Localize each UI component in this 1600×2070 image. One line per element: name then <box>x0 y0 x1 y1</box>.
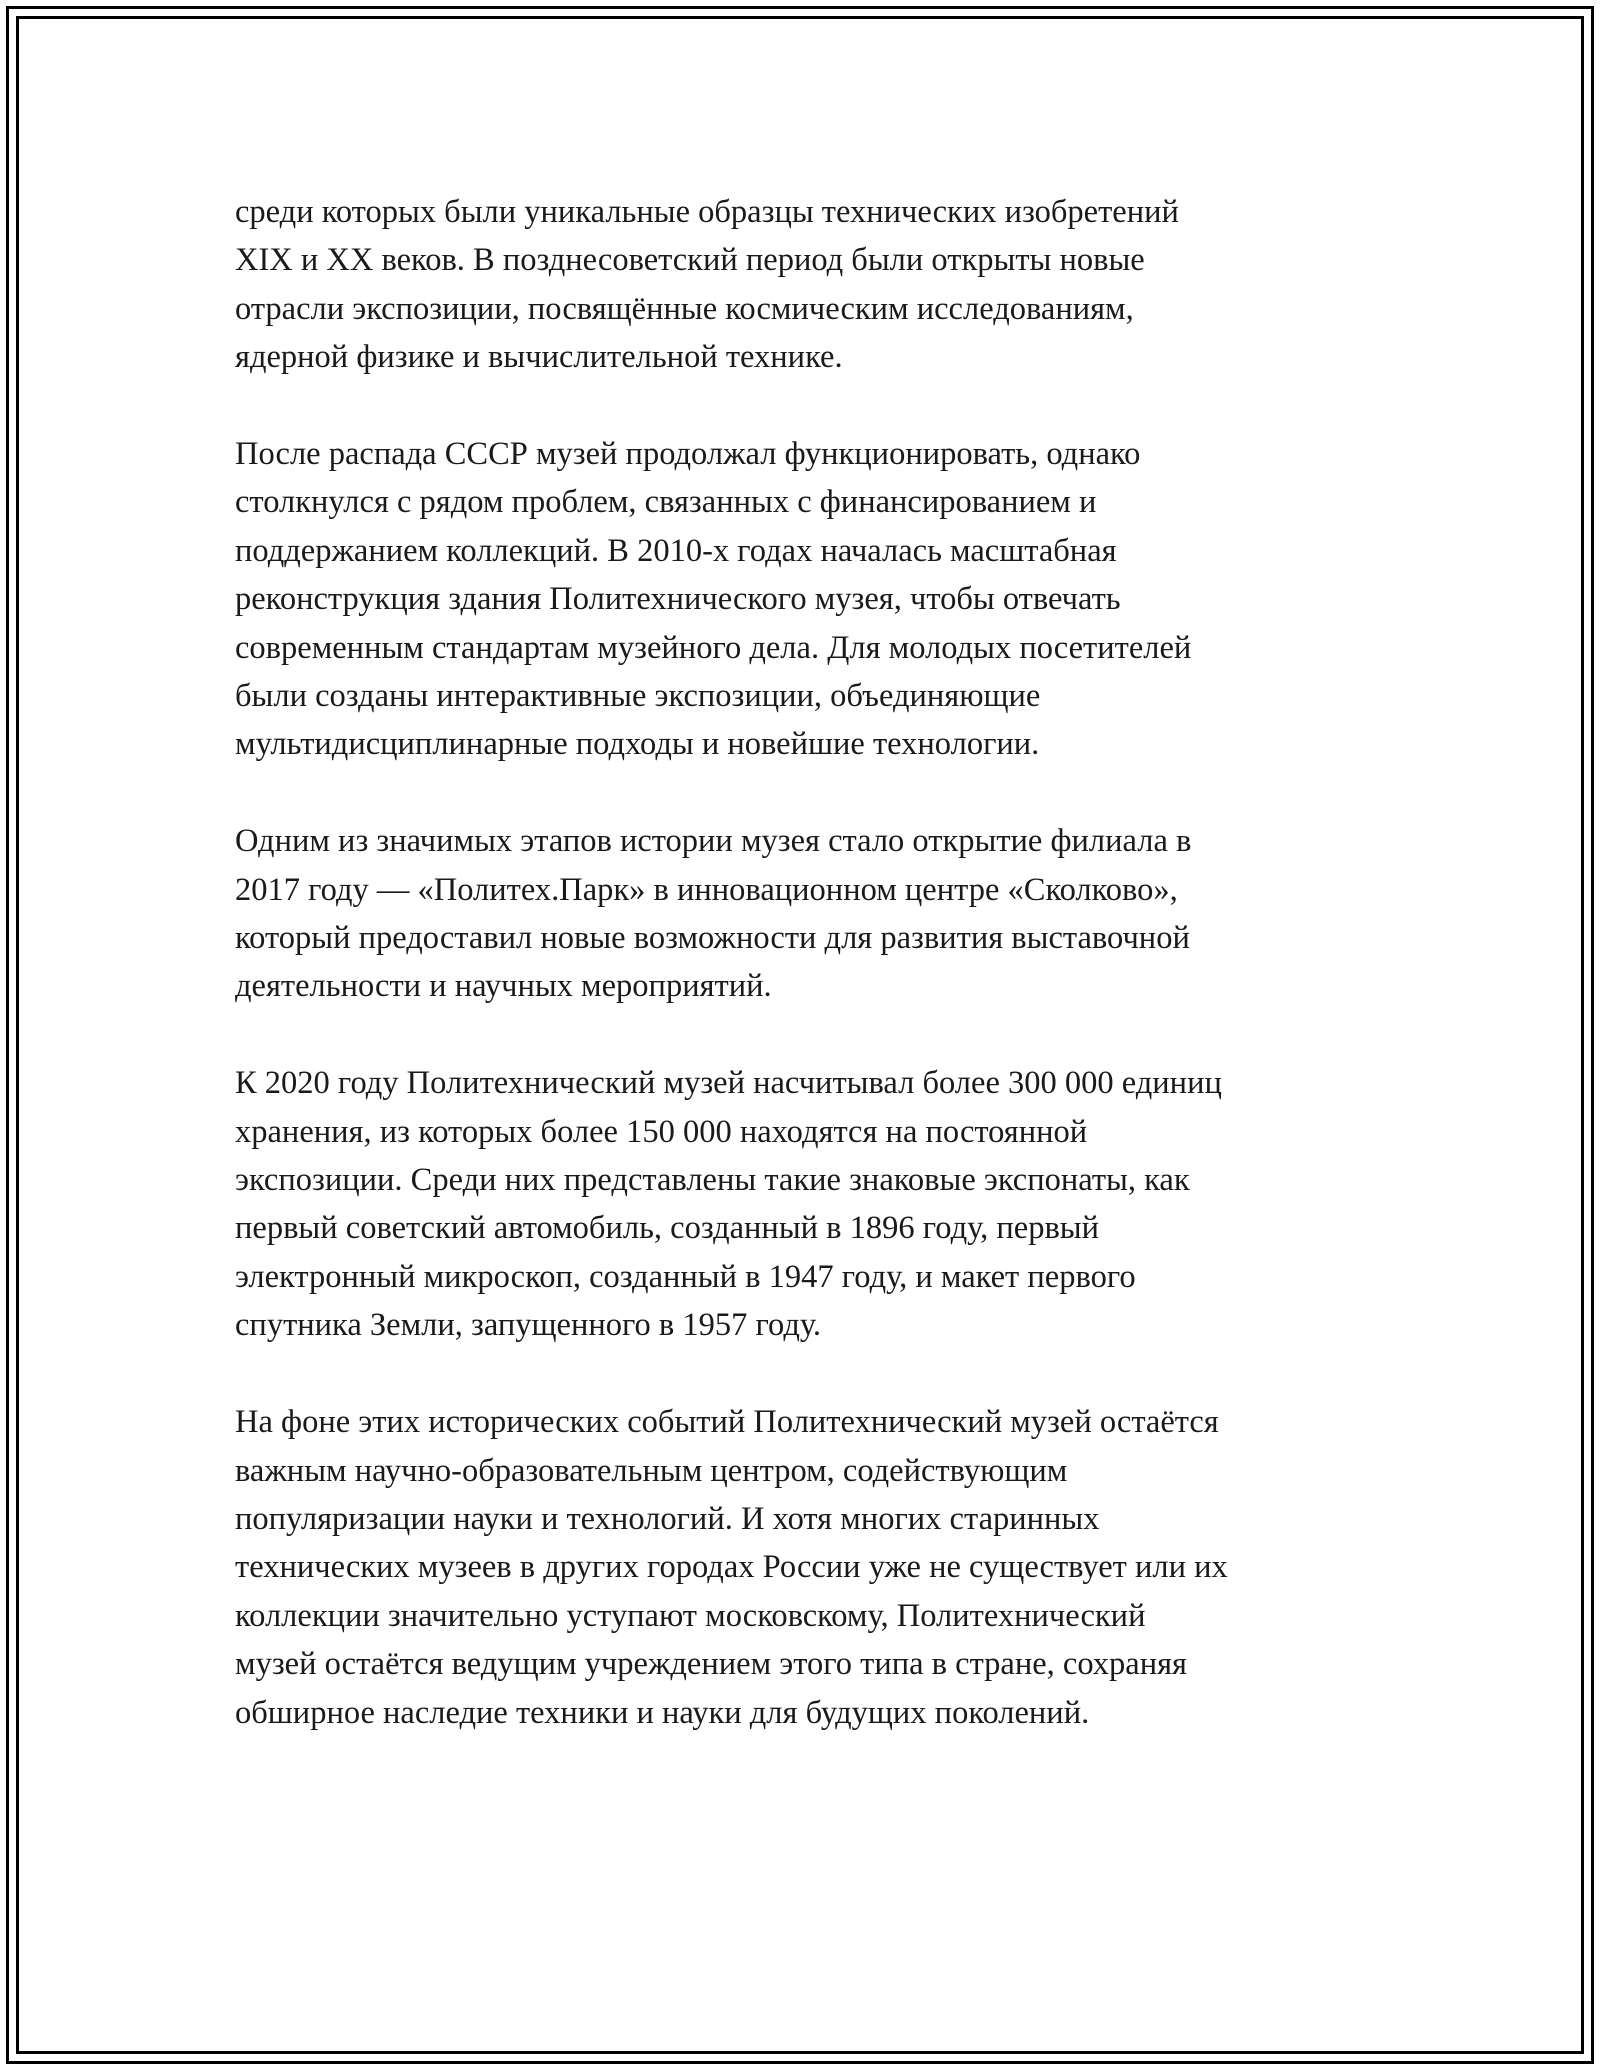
paragraph-5 <box>235 1398 1385 1737</box>
text-line: важным научно-образовательным центром, содействующим <box>235 1452 1068 1489</box>
text-line: мультидисциплинарные подходы и новейшие технологии. <box>235 726 1040 763</box>
text-line: Одним из значимых этапов истории музея стало открытие филиала в <box>235 823 1192 860</box>
text-line: коллекции значительно уступают московскому, Политехнический <box>235 1597 1146 1634</box>
text-line: обширное наследие техники и науки для будущих поколений. <box>235 1694 1090 1731</box>
text-line: электронный микроскоп, созданный в 1947 году, и макет первого <box>235 1258 1136 1295</box>
text-line: первый советский автомобиль, созданный в 1896 году, первый <box>235 1210 1100 1247</box>
text-line: который предоставил новые возможности для развития выставочной <box>235 920 1190 957</box>
paragraph-2 <box>235 430 1385 769</box>
text-line: спутника Земли, запущенного в 1957 году. <box>235 1307 821 1344</box>
text-line: отрасли экспозиции, посвящённые космическим исследованиям, <box>235 290 1134 327</box>
text-line: хранения, из которых более 150 000 находятся на постоянной <box>235 1113 1088 1150</box>
text-line: После распада СССР музей продолжал функционировать, однако <box>235 436 1141 473</box>
text-line: среди которых были уникальные образцы технических изобретений <box>235 194 1179 230</box>
text-line: На фоне этих исторических событий Политехнический музей остаётся <box>235 1404 1219 1441</box>
document-body <box>235 188 1385 1785</box>
text-line: столкнулся с рядом проблем, связанных с финансированием и <box>235 484 1097 521</box>
text-line: К 2020 году Политехнический музей насчитывал более 300 000 единиц <box>235 1065 1222 1102</box>
text-line: технических музеев в других городах России уже не существует или их <box>235 1549 1228 1586</box>
text-line: современным стандартам музейного дела. Для молодых посетителей <box>235 629 1192 666</box>
text-line: поддержанием коллекций. В 2010-х годах началась масштабная <box>235 532 1117 569</box>
text-line: ядерной физике и вычислительной технике. <box>235 339 843 376</box>
paragraph-1 <box>235 188 1385 382</box>
text-line: реконструкция здания Политехнического музея, чтобы отвечать <box>235 581 1121 618</box>
text-line: XIX и XX веков. В позднесоветский период были открыты новые <box>235 242 1145 279</box>
paragraph-4 <box>235 1059 1385 1349</box>
paragraph-3 <box>235 817 1385 1011</box>
text-line: деятельности и научных мероприятий. <box>235 968 772 1005</box>
text-line: 2017 году — «Политех.Парк» в инновационном центре «Сколково», <box>235 871 1178 908</box>
text-line: экспозиции. Среди них представлены такие знаковые экспонаты, как <box>235 1162 1190 1199</box>
text-line: музей остаётся ведущим учреждением этого типа в стране, сохраняя <box>235 1646 1187 1683</box>
text-line: были созданы интерактивные экспозиции, объединяющие <box>235 678 1041 715</box>
text-line: популяризации науки и технологий. И хотя многих старинных <box>235 1500 1100 1537</box>
